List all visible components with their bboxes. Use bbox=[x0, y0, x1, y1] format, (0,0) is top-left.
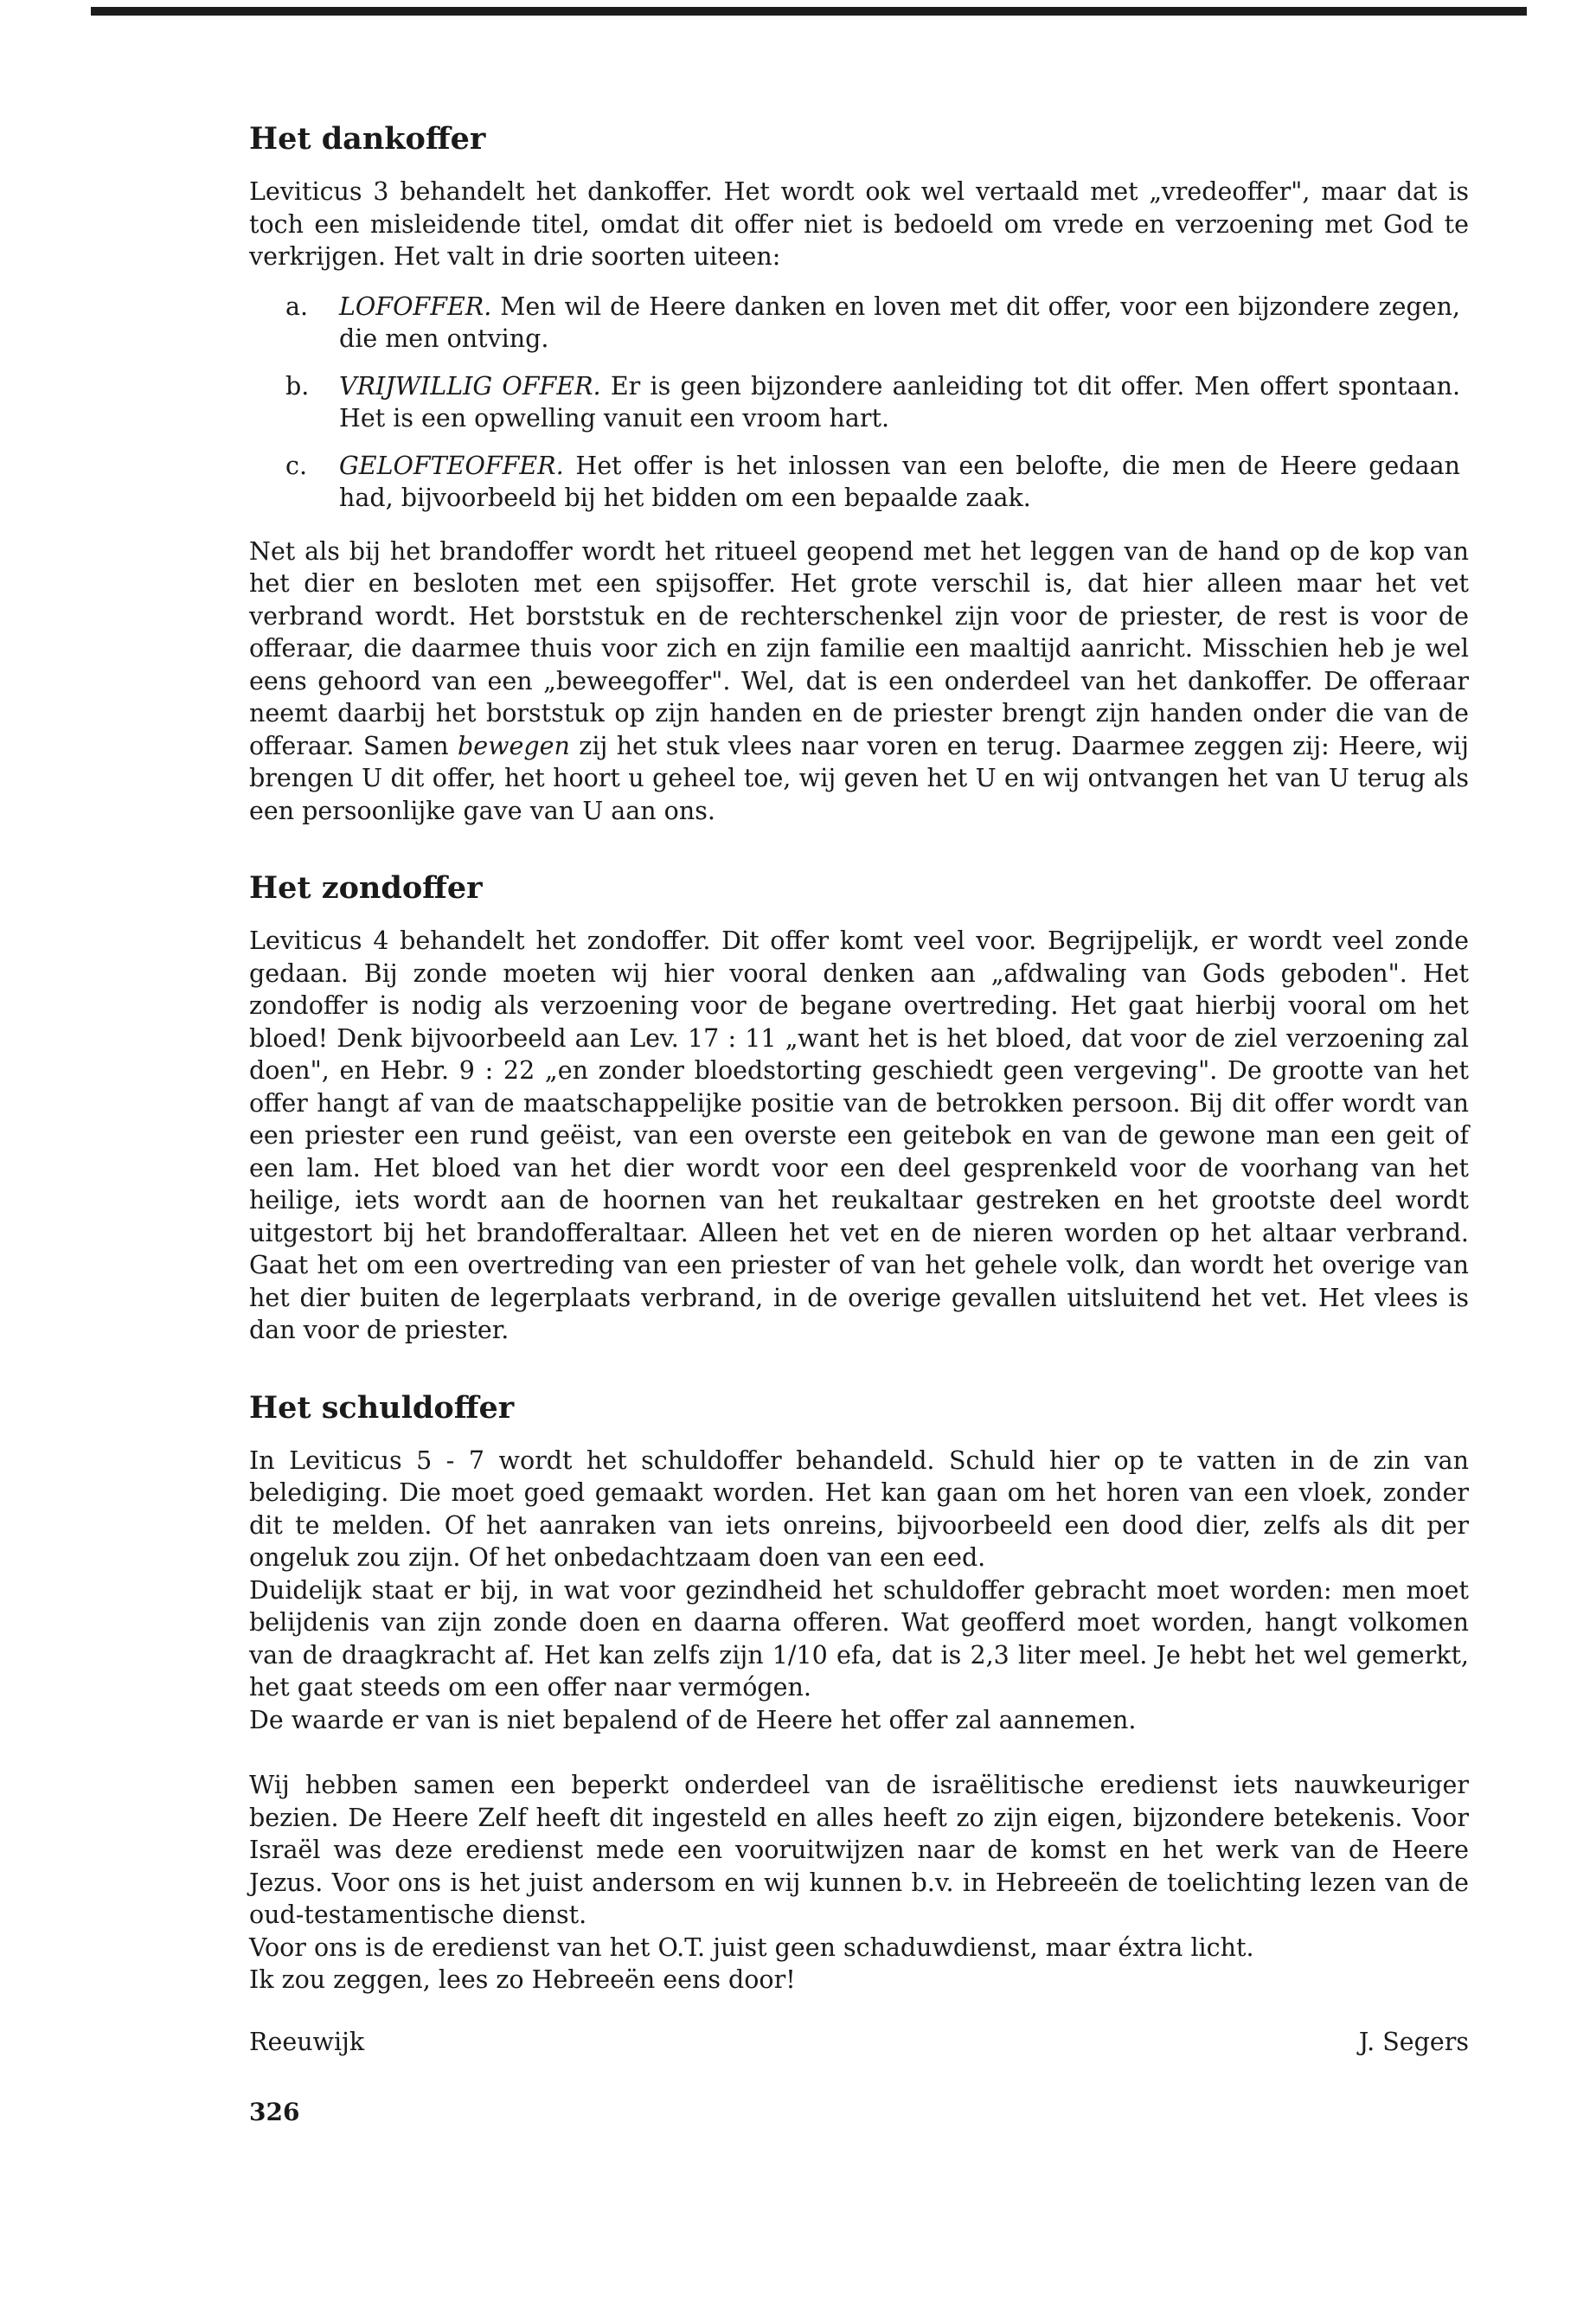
offer-type-item bbox=[249, 291, 1469, 356]
closing-paragraph-2: Voor ons is de eredienst van het O.T. juist geen schaduwdienst, maar éxtra licht. bbox=[249, 1932, 1254, 1962]
signature-author: J. Segers bbox=[1358, 2027, 1469, 2056]
offer-type-item bbox=[249, 450, 1469, 515]
dankoffer-body-part1: Net als bij het brandoffer wordt het ritueel geopend met het leggen van de hand op de kop van het dier en besloten met een spijsoffer. Het grote verschil is, dat hier alleen maar het vet verbrand wordt. Het borststuk en de rechterschenkel zijn voor de priester, de rest is voor de offeraar, die daarmee thuis voor zich en zijn familie een maaltijd aanricht. Misschien heb je wel eens gehoord van een „beweegoffer". Wel, dat is een onderdeel van het dankoffer. De offeraar neemt daarbij het borststuk op zijn handen en de priester brengt zijn handen onder die van de offeraar. Samen bbox=[249, 536, 1469, 760]
closing-paragraph-1: Wij hebben samen een beperkt onderdeel van de israëlitische eredienst iets nauwkeuriger bezien. De Heere Zelf heeft dit ingesteld en alles heeft zo zijn eigen, bijzondere betekenis. Voor Israël was deze eredienst mede een vooruitwijzen naar de komst en het werk van de Heere Jezus. Voor ons is het juist andersom en wij kunnen b.v. in Hebreeën de toelichting lezen van de oud-testamentische dienst. bbox=[249, 1771, 1469, 1929]
offer-type-text: Er is geen bijzondere aanleiding tot dit offer. Men offert spontaan. Het is een opwelling vanuit een vroom hart. bbox=[339, 371, 1461, 433]
section-dankoffer bbox=[249, 121, 1469, 827]
top-rule bbox=[91, 7, 1527, 16]
list-marker: c. bbox=[285, 451, 308, 480]
dankoffer-intro: Leviticus 3 behandelt het dankoffer. Het wordt ook wel vertaald met „vredeoffer", maar dat is toch een misleidende titel, omdat dit offer niet is bedoeld om vrede en verzoening met God te verkrijgen. Het valt in drie soorten uiteen: bbox=[249, 177, 1469, 271]
closing-section bbox=[249, 1769, 1469, 1997]
offer-type-text: Men wil de Heere danken en loven met dit offer, voor een bijzondere zegen, die men ontving. bbox=[339, 292, 1460, 353]
closing-paragraph-3: Ik zou zeggen, lees zo Hebreeën eens door! bbox=[249, 1965, 796, 1994]
schuldoffer-body-3: De waarde er van is niet bepalend of de Heere het offer zal aannemen. bbox=[249, 1705, 1137, 1734]
section-title-zondoffer: Het zondoffer bbox=[249, 870, 483, 906]
schuldoffer-body-2: Duidelijk staat er bij, in wat voor gezindheid het schuldoffer gebracht moet worden: men moet belijdenis van zijn zonde doen en daarna offeren. Wat geofferd moet worden, hangt volkomen van de draagkracht af. Het kan zelfs zijn 1/10 efa, dat is 2,3 liter meel. Je hebt het wel gemerkt, het gaat steeds om een offer naar vermógen. bbox=[249, 1575, 1469, 1702]
section-schuldoffer bbox=[249, 1390, 1469, 1737]
article bbox=[249, 121, 1469, 2126]
offer-type-term: VRIJWILLIG OFFER. bbox=[339, 371, 601, 401]
list-marker: a. bbox=[285, 292, 309, 321]
offer-type-term: GELOFTEOFFER. bbox=[339, 451, 564, 480]
zondoffer-body: Leviticus 4 behandelt het zondoffer. Dit offer komt veel voor. Begrijpelijk, er wordt veel zonde gedaan. Bij zonde moeten wij hier vooral denken aan „afdwaling van Gods geboden". Het zondoffer is nodig als verzoening voor de begane overtreding. Het gaat hierbij vooral om het bloed! Denk bijvoorbeeld aan Lev. 17 : 11 „want het is het bloed, dat voor de ziel verzoening zal doen", en Hebr. 9 : 22 „en zonder bloedstorting geschiedt geen vergeving". De grootte van het offer hangt af van de maatschappelijke positie van de betrokken persoon. Bij dit offer wordt van een priester een rund geëist, van een overste een geitebok en van de gewone man een geit of een lam. Het bloed van het dier wordt voor een deel gesprenkeld voor de voorhang van het heilige, iets wordt aan de hoornen van het reukaltaar gestreken en het grootste deel wordt uitgestort bij het brandofferaltaar. Alleen het vet en de nieren worden op het altaar verbrand. Gaat het om een overtreding van een priester of van het gehele volk, dan wordt het overige van het dier buiten de legerplaats verbrand, in de overige gevallen uitsluitend het vet. Het vlees is dan voor de priester. bbox=[249, 926, 1469, 1344]
offer-type-term: LOFOFFER. bbox=[339, 292, 492, 321]
section-zondoffer bbox=[249, 870, 1469, 1347]
list-marker: b. bbox=[285, 371, 310, 401]
offer-type-text: Het offer is het inlossen van een belofte, die men de Heere gedaan had, bijvoorbeeld bij het bidden om een bepaalde zaak. bbox=[339, 451, 1460, 512]
offer-type-item bbox=[249, 370, 1469, 435]
page-number: 326 bbox=[249, 2098, 300, 2126]
schuldoffer-body-1: In Leviticus 5 - 7 wordt het schuldoffer behandeld. Schuld hier op te vatten in de zin van belediging. Die moet goed gemaakt worden. Het kan gaan om het horen van een vloek, zonder dit te melden. Of het aanraken van iets onreins, bijvoorbeeld een dood dier, zelfs als dit per ongeluk zou zijn. Of het onbedachtzaam doen van een eed. bbox=[249, 1445, 1469, 1572]
signature-place: Reeuwijk bbox=[249, 2027, 365, 2056]
offer-types-list bbox=[249, 291, 1469, 515]
dankoffer-body bbox=[249, 535, 1469, 828]
section-title-schuldoffer: Het schuldoffer bbox=[249, 1389, 515, 1426]
signature-line bbox=[249, 2026, 1469, 2059]
dankoffer-body-part2: zij het stuk vlees naar voren en terug. Daarmee zeggen zij: Heere, wij brengen U dit offer, het hoort u geheel toe, wij geven het U en wij ontvangen het van U terug als een persoonlijke gave van U aan ons. bbox=[249, 731, 1470, 825]
dankoffer-body-emphasis: bewegen bbox=[458, 731, 570, 760]
section-title-dankoffer: Het dankoffer bbox=[249, 121, 486, 157]
